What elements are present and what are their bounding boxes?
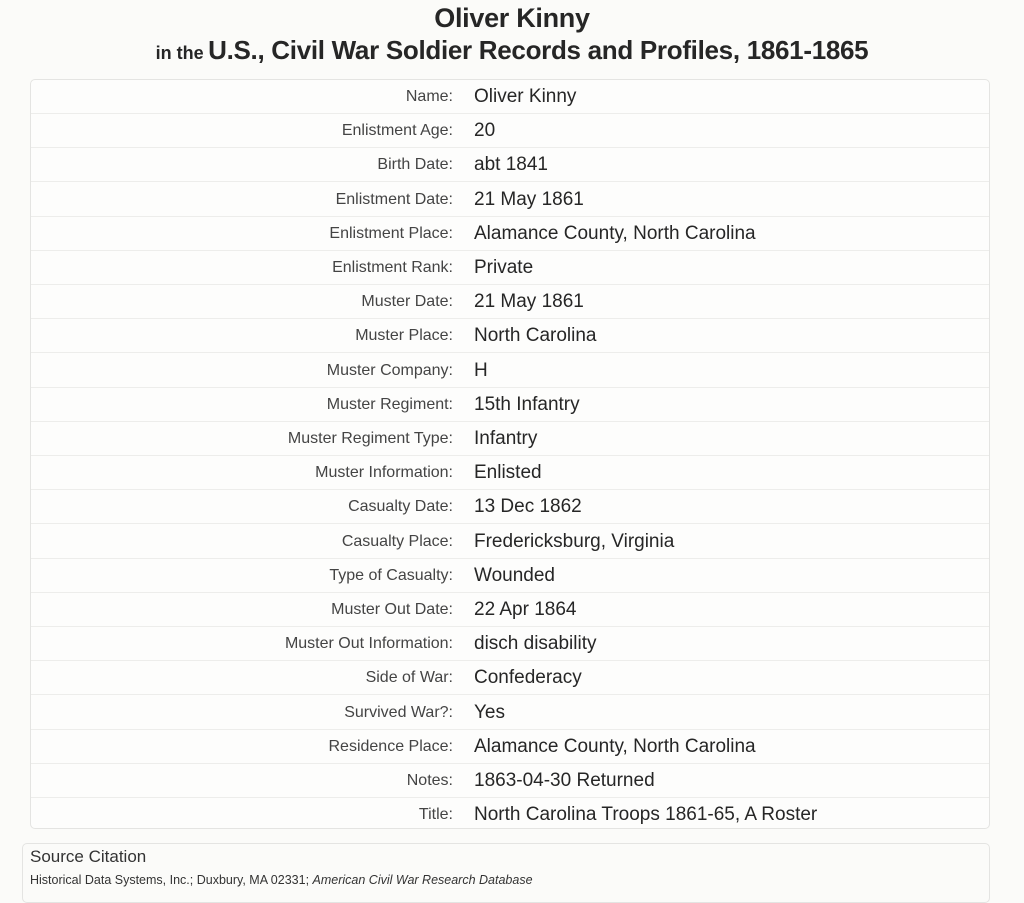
record-field-label: Muster Company: bbox=[326, 361, 453, 379]
record-field-label: Birth Date: bbox=[377, 156, 453, 174]
record-row bbox=[31, 148, 989, 182]
record-field-value: Wounded bbox=[474, 564, 555, 586]
record-row bbox=[31, 696, 989, 730]
record-field-value: Enlisted bbox=[474, 462, 542, 484]
record-field-value: Confederacy bbox=[474, 667, 582, 689]
record-field-value: 21 May 1861 bbox=[474, 188, 584, 210]
record-field-label: Enlistment Rank: bbox=[332, 259, 453, 276]
record-row bbox=[31, 730, 989, 764]
source-database: American Civil War Research Database bbox=[312, 873, 533, 887]
record-row bbox=[31, 798, 989, 832]
record-field-label: Title: bbox=[418, 806, 453, 824]
record-field-label: Enlistment Place: bbox=[329, 224, 453, 242]
record-field-value: abt 1841 bbox=[474, 154, 548, 176]
record-row bbox=[31, 80, 989, 114]
collection-title: U.S., Civil War Soldier Records and Profiles, 1861-1865 bbox=[208, 35, 869, 65]
record-field-label: Enlistment Age: bbox=[341, 122, 453, 140]
record-field-value: 15th Infantry bbox=[474, 393, 580, 415]
record-row bbox=[31, 490, 989, 524]
record-field-value: Alamance County, North Carolina bbox=[474, 222, 756, 244]
record-row bbox=[31, 456, 989, 490]
person-name-title: Oliver Kinny bbox=[434, 3, 590, 33]
record-row bbox=[31, 422, 989, 456]
record-field-value: Private bbox=[474, 257, 534, 278]
record-field-label: Muster Regiment: bbox=[326, 395, 453, 413]
record-field-label: Muster Place: bbox=[355, 327, 453, 345]
record-row bbox=[31, 593, 989, 627]
record-field-value: 13 Dec 1862 bbox=[474, 496, 582, 518]
record-field-value: 22 Apr 1864 bbox=[474, 599, 577, 620]
record-field-label: Muster Out Information: bbox=[284, 635, 453, 653]
record-field-label: Residence Place: bbox=[328, 737, 453, 755]
record-field-label: Muster Out Date: bbox=[331, 601, 453, 618]
record-header bbox=[0, 2, 1024, 72]
collection-line bbox=[0, 33, 1024, 72]
record-row bbox=[31, 217, 989, 251]
source-citation-text bbox=[30, 871, 533, 889]
record-field-label: Muster Information: bbox=[315, 464, 453, 482]
record-row bbox=[31, 764, 989, 798]
record-row bbox=[31, 183, 989, 217]
record-row bbox=[31, 559, 989, 593]
record-field-value: 1863-04-30 Returned bbox=[474, 770, 655, 791]
collection-prefix: in the bbox=[155, 43, 204, 63]
record-field-value: H bbox=[474, 359, 488, 381]
record-row bbox=[31, 251, 989, 285]
record-field-label: Muster Date: bbox=[361, 293, 453, 311]
record-field-value: Infantry bbox=[474, 428, 538, 449]
record-field-label: Enlistment Date: bbox=[335, 190, 453, 208]
record-field-label: Muster Regiment Type: bbox=[287, 430, 453, 447]
record-field-value: Fredericksburg, Virginia bbox=[474, 530, 675, 552]
record-field-value: 20 bbox=[474, 120, 496, 142]
record-row bbox=[31, 114, 989, 148]
record-field-label: Name: bbox=[405, 88, 453, 105]
record-field-label: Type of Casualty: bbox=[329, 566, 453, 584]
record-field-value: disch disability bbox=[474, 633, 597, 655]
record-field-value: North Carolina bbox=[474, 325, 597, 347]
record-field-value: North Carolina Troops 1861-65, A Roster bbox=[474, 804, 818, 826]
record-row bbox=[31, 319, 989, 353]
record-field-label: Casualty Place: bbox=[341, 532, 453, 550]
record-row bbox=[31, 661, 989, 695]
record-row bbox=[31, 354, 989, 388]
record-field-label: Casualty Date: bbox=[348, 498, 453, 516]
record-row bbox=[31, 388, 989, 422]
record-row bbox=[31, 627, 989, 661]
record-field-value: Alamance County, North Carolina bbox=[474, 735, 756, 757]
source-citation-title: Source Citation bbox=[30, 847, 147, 866]
record-field-label: Survived War?: bbox=[344, 703, 453, 721]
record-details-table bbox=[30, 79, 990, 829]
record-field-value: 21 May 1861 bbox=[474, 291, 584, 313]
record-field-value: Oliver Kinny bbox=[474, 86, 577, 107]
record-row bbox=[31, 285, 989, 319]
record-field-value: Yes bbox=[474, 701, 505, 723]
source-publisher: Historical Data Systems, Inc.; Duxbury, MA 02331; bbox=[30, 873, 310, 887]
record-field-label: Notes: bbox=[406, 772, 453, 789]
record-field-label: Side of War: bbox=[365, 669, 453, 687]
record-row bbox=[31, 525, 989, 559]
